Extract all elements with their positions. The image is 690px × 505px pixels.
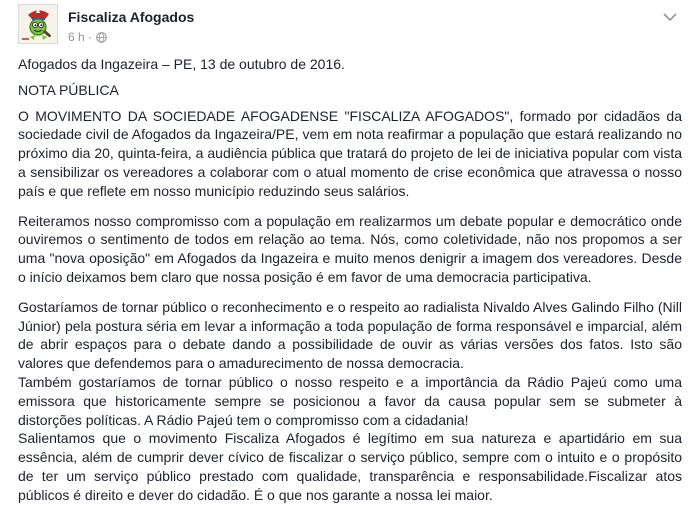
chevron-down-icon[interactable] — [662, 10, 678, 22]
post-paragraph: O MOVIMENTO DA SOCIEDADE AFOGADENSE "FISCALIZA AFOGADOS", formado por cidadãos da sociedade civil de Afogados da Ingazeira/PE, vem em nota reafirmar a população que estará realizando no próximo dia 20, quinta-feira, a audiência pública que tratará do projeto de lei de iniciativa popular com vista a sensibilizar os vereadores a colaborar com o atual momento de crise econômica que atravessa o nosso país e que reflete em nosso município reduzindo seus salários. — [18, 107, 682, 199]
post-paragraph: Salientamos que o movimento Fiscaliza Afogados é legítimo em sua natureza e apartidário em sua essência, além de cumprir dever cívico de fiscalizar o serviço público, sempre com o intuito e o propósito de ter um serviço público prestado com qualidade, transparência e responsabilidade.Fiscalizar atos públicos é direito e dever do cidadão. É o que nos garante a nossa lei maior. — [18, 430, 682, 503]
post-timestamp[interactable]: 6 h — [68, 30, 85, 44]
post-paragraph: NOTA PÚBLICA — [18, 81, 119, 98]
post-header — [18, 4, 678, 48]
post-paragraph: Também gostaríamos de tornar público o nosso respeito e a importância da Rádio Pajeú como uma emissora que historicamente sempre se posicionou a favor da causa popular sem se submeter à distorções políticas. A Rádio Pajeú tem o compromisso com a cidadania! — [18, 373, 682, 428]
post-body — [18, 55, 682, 505]
meta-separator: · — [87, 30, 92, 44]
post-paragraph: Afogados da Ingazeira – PE, 13 de outubro de 2016. — [18, 56, 345, 72]
avatar-logo-icon — [19, 5, 57, 43]
post-paragraph: Reiteramos nosso compromisso com a população em realizarmos um debate popular e democrático onde ouviremos o sentimento de todos em relação ao tema. Nós, como coletividade, não nos propomos a ser uma "nova oposição" em Afogados da Ingazeira e muito menos denigrir a imagem dos vereadores. Desde o início deixamos bem claro que nossa posição é em favor de uma democracia participativa. — [18, 212, 682, 285]
page-name-link[interactable]: Fiscaliza Afogados — [68, 9, 195, 25]
globe-icon[interactable] — [96, 32, 107, 43]
post-meta — [68, 30, 107, 44]
post-paragraph: Gostaríamos de tornar público o reconhecimento e o respeito ao radialista Nivaldo Alves Galindo Filho (Nill Júnior) pela postura séria em levar a informação a toda população de forma responsável e imparcial, além de abrir espaços para o debate dando a possibilidade de ouvir as várias versões dos fatos. Isto são valores que defendemos para o amadurecimento de nossa democracia. — [18, 298, 682, 372]
page-avatar[interactable] — [18, 4, 58, 44]
